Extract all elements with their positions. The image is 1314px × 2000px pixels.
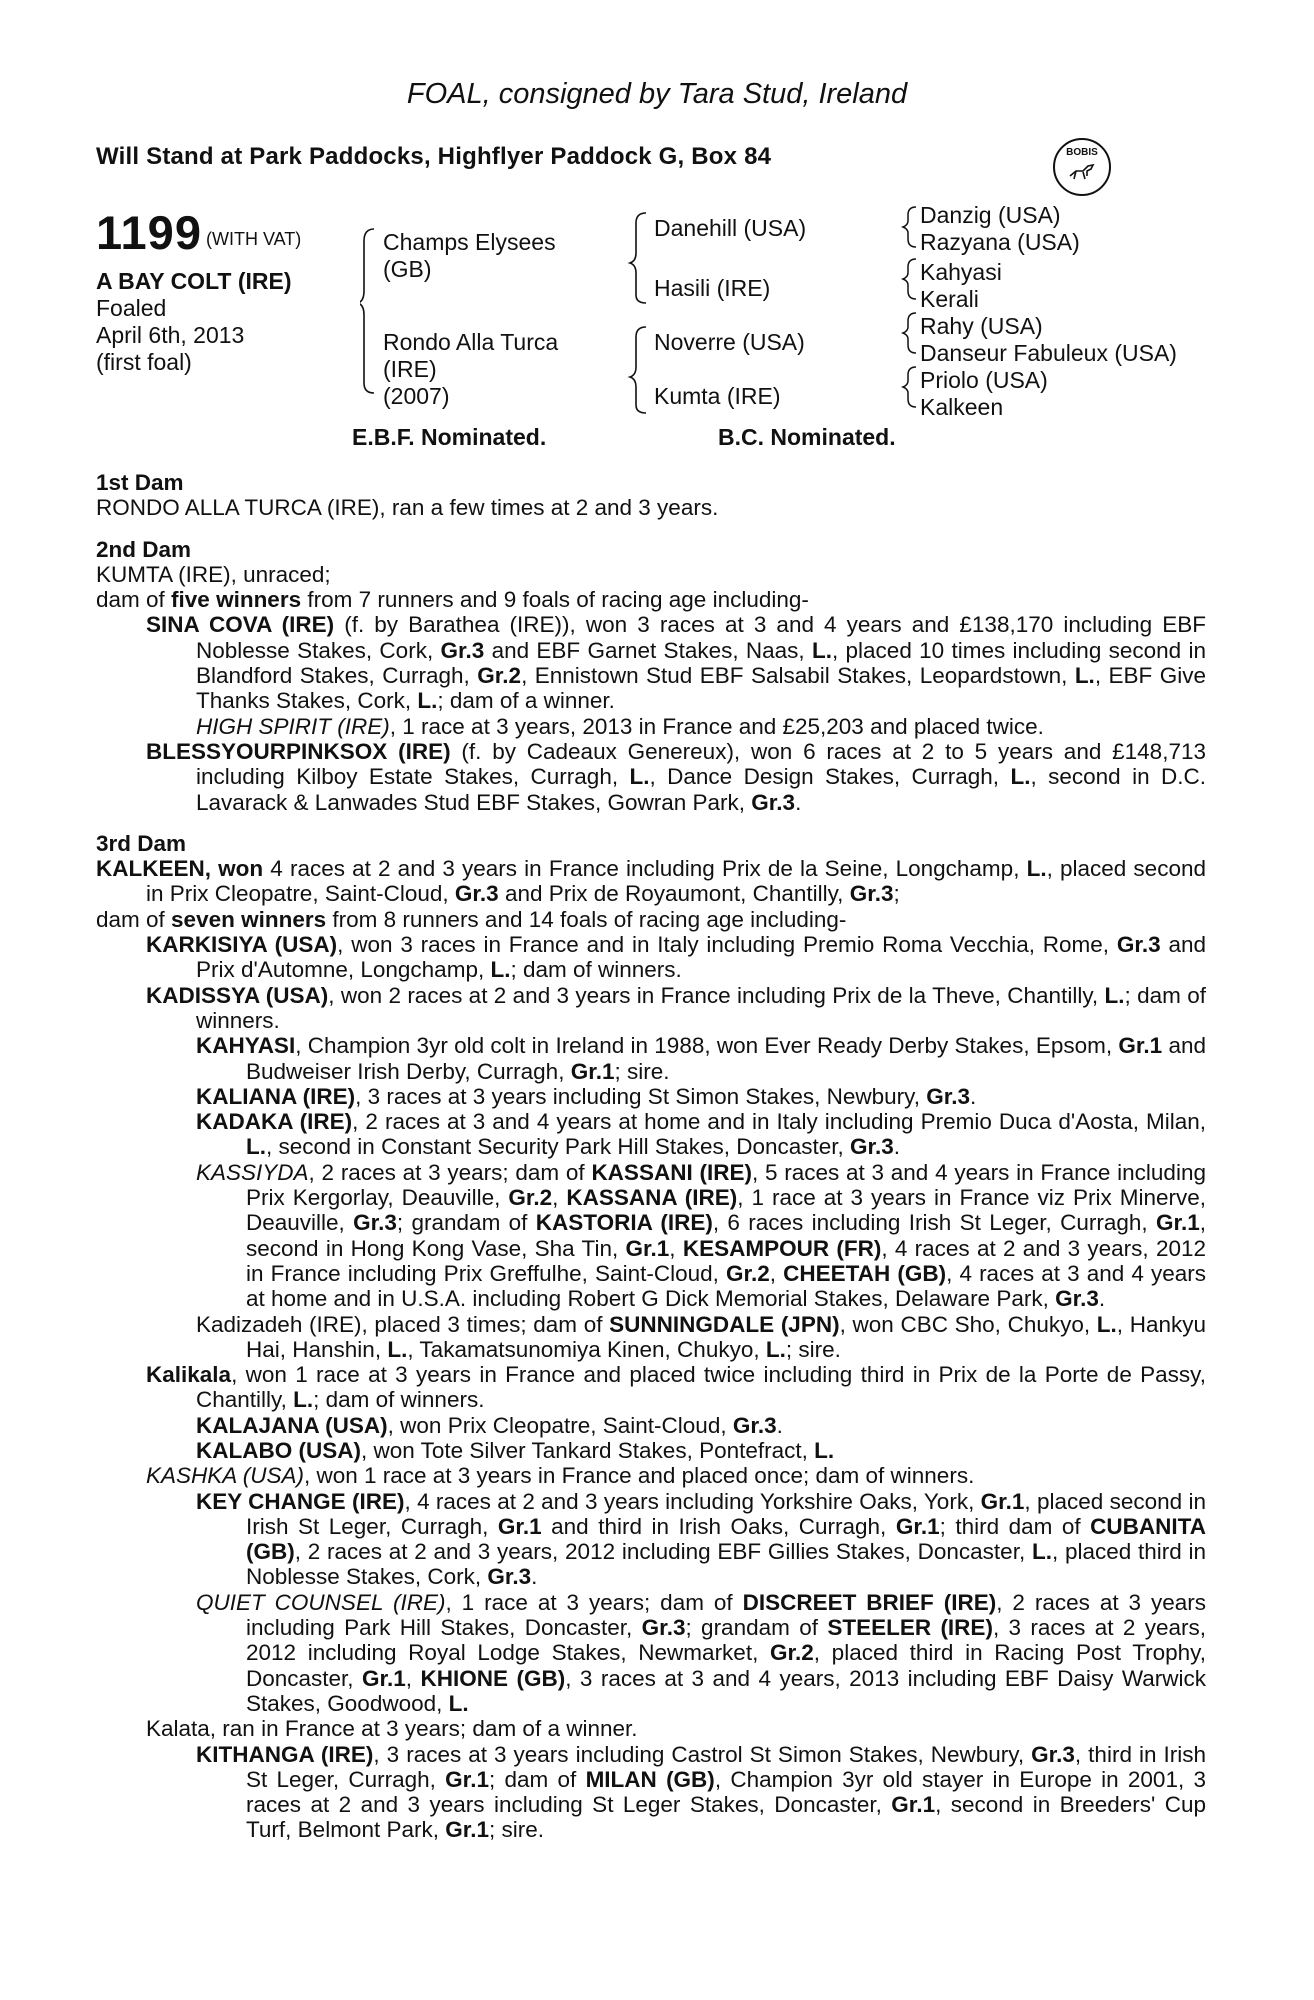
second-dam-produce: dam of five winners from 7 runners and 9 foals of racing age including- xyxy=(96,587,809,613)
produce-kalata: Kalata, ran in France at 3 years; dam of a winner. xyxy=(146,1716,638,1742)
produce-kadaka: KADAKA (IRE), 2 races at 3 and 4 years at home and in Italy including Premio Duca d'Aosta, Milan, L., second in Constant Security Park Hill Stakes, Doncaster, Gr.3. xyxy=(196,1109,1207,1160)
dam-line-1: Rondo Alla Turca xyxy=(383,329,559,355)
third-dam-produce: dam of seven winners from 8 runners and 14 foals of racing age including- xyxy=(96,906,847,932)
dam-dam: Kumta (IRE) xyxy=(654,383,781,409)
ss-dam: Razyana (USA) xyxy=(920,229,1080,255)
foaled-date: April 6th, 2013 xyxy=(96,322,245,348)
lot-block xyxy=(96,208,301,376)
sire-line-1: Champs Elysees xyxy=(383,229,556,255)
produce-quiet-counsel: QUIET COUNSEL (IRE), 1 race at 3 years; dam of DISCREET BRIEF (IRE), 2 races at 3 years including Park Hill Stakes, Doncaster, Gr.3; grandam of STEELER (IRE), 3 races at 2 years, 2012 including Royal Lodge Stakes, Newmarket, Gr.2, placed third in Racing Post Trophy, Doncaster, Gr.1, KHIONE (GB), 3 races at 3 and 4 years, 2013 including EBF Daisy Warwick Stakes, Goodwood, L. xyxy=(196,1589,1207,1716)
produce-blessyourpinksox: BLESSYOURPINKSOX (IRE) (f. by Cadeaux Genereux), won 6 races at 2 to 5 years and £148,713 including Kilboy Estate Stakes, Curragh, L., Dance Design Stakes, Curragh, L., second in D.C. Lavarack & Lanwades Stud EBF Stakes, Gowran Park, Gr.3. xyxy=(146,738,1206,815)
stand-location: Will Stand at Park Paddocks, Highflyer Paddock G, Box 84 xyxy=(96,143,772,170)
catalogue-body xyxy=(96,470,1206,1843)
second-dam-heading: 2nd Dam xyxy=(96,536,192,562)
sd-sire: Kahyasi xyxy=(920,259,1002,285)
bobis-label: BOBIS xyxy=(1066,147,1098,158)
produce-kalabo: KALABO (USA), won Tote Silver Tankard Stakes, Pontefract, L. xyxy=(196,1437,835,1463)
produce-kahyasi: KAHYASI, Champion 3yr old colt in Ireland in 1988, won Ever Ready Derby Stakes, Epsom, Gr.1 and Budweiser Irish Derby, Curragh, Gr.1; sire. xyxy=(196,1033,1206,1084)
sire-sire: Danehill (USA) xyxy=(654,215,807,241)
vat-note: (WITH VAT) xyxy=(205,229,302,249)
dd-sire: Priolo (USA) xyxy=(920,367,1048,393)
lot-name: A BAY COLT (IRE) xyxy=(96,268,292,294)
page-title: FOAL, consigned by Tara Stud, Ireland xyxy=(406,78,908,110)
produce-karkisiya: KARKISIYA (USA), won 3 races in France and in Italy including Premio Roma Vecchia, Rome, Gr.3 and Prix d'Automne, Longchamp, L.; dam of winners. xyxy=(146,932,1207,983)
dam-line-3: (2007) xyxy=(383,383,450,409)
produce-kashka: KASHKA (USA), won 1 race at 3 years in France and placed once; dam of winners. xyxy=(146,1463,975,1489)
sire-name xyxy=(383,229,556,283)
foal-note: (first foal) xyxy=(96,349,192,375)
third-dam-heading: 3rd Dam xyxy=(96,830,187,856)
produce-sina-cova: SINA COVA (IRE) (f. by Barathea (IRE)), won 3 races at 3 and 4 years and £138,170 including EBF Noblesse Stakes, Cork, Gr.3 and EBF Garnet Stakes, Naas, L., placed 10 times including second in Blandford Stakes, Curragh, Gr.2, Ennistown Stud EBF Salsabil Stakes, Leopardstown, L., EBF Give Thanks Stakes, Cork, L.; dam of a winner. xyxy=(146,612,1207,714)
ds-sire: Rahy (USA) xyxy=(920,313,1043,339)
dam-sire: Noverre (USA) xyxy=(654,329,805,355)
produce-key-change: KEY CHANGE (IRE), 4 races at 2 and 3 years including Yorkshire Oaks, York, Gr.1, placed second in Irish St Leger, Curragh, Gr.1 and third in Irish Oaks, Curragh, Gr.1; third dam of CUBANITA (GB), 2 races at 2 and 3 years, 2012 including EBF Gillies Stakes, Doncaster, L., placed third in Noblesse Stakes, Cork, Gr.3. xyxy=(196,1488,1207,1590)
dam-name xyxy=(383,329,558,410)
ds-dam: Danseur Fabuleux (USA) xyxy=(920,340,1177,366)
ss-sire: Danzig (USA) xyxy=(920,202,1061,228)
bobis-badge xyxy=(1053,138,1111,196)
sd-dam: Kerali xyxy=(920,286,979,312)
horse-icon xyxy=(1067,160,1097,182)
bc-nomination: B.C. Nominated. xyxy=(718,424,896,450)
lot-number: 1199 xyxy=(96,206,202,259)
produce-kadissya: KADISSYA (USA), won 2 races at 2 and 3 years in France including Prix de la Theve, Chantilly, L.; dam of winners. xyxy=(146,982,1207,1033)
sire-line-2: (GB) xyxy=(383,256,432,282)
produce-kithanga: KITHANGA (IRE), 3 races at 3 years including Castrol St Simon Stakes, Newbury, Gr.3, third in Irish St Leger, Curragh, Gr.1; dam of MILAN (GB), Champion 3yr old stayer in Europe in 2001, 3 races at 2 and 3 years including St Leger Stakes, Doncaster, Gr.1, second in Breeders' Cup Turf, Belmont Park, Gr.1; sire. xyxy=(196,1741,1206,1843)
produce-kadizadeh: Kadizadeh (IRE), placed 3 times; dam of SUNNINGDALE (JPN), won CBC Sho, Chukyo, L., Hankyu Hai, Hanshin, L., Takamatsunomiya Kinen, Chukyo, L.; sire. xyxy=(196,1311,1207,1362)
sire-dam: Hasili (IRE) xyxy=(654,275,771,301)
produce-high-spirit: HIGH SPIRIT (IRE), 1 race at 3 years, 2013 in France and £25,203 and placed twice. xyxy=(196,713,1044,739)
first-dam-text: RONDO ALLA TURCA (IRE), ran a few times at 2 and 3 years. xyxy=(96,495,719,521)
produce-kaliana: KALIANA (IRE), 3 races at 3 years including St Simon Stakes, Newbury, Gr.3. xyxy=(196,1083,977,1109)
first-dam-heading: 1st Dam xyxy=(96,470,184,495)
second-dam-line: KUMTA (IRE), unraced; xyxy=(96,561,331,587)
produce-kalajana: KALAJANA (USA), won Prix Cleopatre, Saint-Cloud, Gr.3. xyxy=(196,1412,783,1438)
ebf-nomination: E.B.F. Nominated. xyxy=(352,424,547,450)
produce-kassiyda: KASSIYDA, 2 races at 3 years; dam of KASSANI (IRE), 5 races at 3 and 4 years in France including Prix Kergorlay, Deauville, Gr.2, KASSANA (IRE), 1 race at 3 years in France viz Prix Minerve, Deauville, Gr.3; grandam of KASTORIA (IRE), 6 races including Irish St Leger, Curragh, Gr.1, second in Hong Kong Vase, Sha Tin, Gr.1, KESAMPOUR (FR), 4 races at 2 and 3 years, 2012 in France including Prix Greffulhe, Saint-Cloud, Gr.2, CHEETAH (GB), 4 races at 3 and 4 years at home and in U.S.A. including Robert G Dick Memorial Stakes, Delaware Park, Gr.3. xyxy=(196,1159,1207,1312)
dd-dam: Kalkeen xyxy=(920,394,1004,420)
dam-line-2: (IRE) xyxy=(383,356,437,382)
foaled-label: Foaled xyxy=(96,295,167,321)
produce-kalikala: Kalikala, won 1 race at 3 years in France and placed twice including third in Prix de la Porte de Passy, Chantilly, L.; dam of winners. xyxy=(146,1362,1206,1413)
third-dam-kalkeen: KALKEEN, won 4 races at 2 and 3 years in France including Prix de la Seine, Longchamp, L., placed second in Prix Cleopatre, Saint-Cloud, Gr.3 and Prix de Royaumont, Chantilly, Gr.3; xyxy=(96,856,1206,907)
